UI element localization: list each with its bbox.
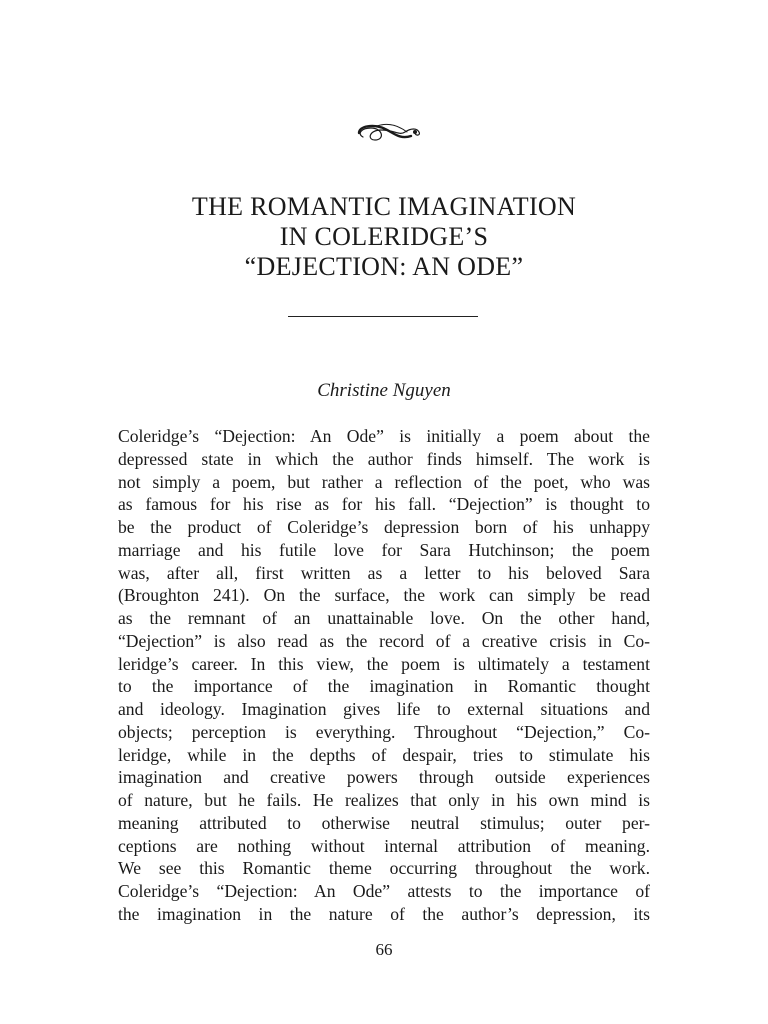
body-line: not simply a poem, but rather a reflection of the poet, who was — [118, 471, 650, 492]
body-line: objects; perception is everything. Throughout “Dejection,” Co- — [118, 721, 650, 742]
body-line: of nature, but he fails. He realizes that only in his own mind is — [118, 790, 650, 810]
body-line: depressed state in which the author finds himself. The work is — [118, 448, 650, 469]
author-name: Christine Nguyen — [317, 380, 451, 401]
body-line: meaning attributed to otherwise neutral stimulus; outer per- — [118, 812, 650, 833]
body-line: the imagination in the nature of the author’s depression, its — [118, 903, 650, 924]
body-line: and ideology. Imagination gives life to external situations and — [118, 699, 650, 719]
body-line: marriage and his futile love for Sara Hutchinson; the poem — [118, 539, 650, 560]
body-line: ceptions are nothing without internal attribution of meaning. — [118, 835, 650, 856]
body-line: We see this Romantic theme occurring throughout the work. — [118, 858, 650, 879]
body-line: “Dejection” is also read as the record of a creative crisis in Co- — [118, 630, 650, 651]
title-line: THE ROMANTIC IMAGINATION — [191, 192, 577, 221]
body-line: Coleridge’s “Dejection: An Ode” attests to the importance of — [118, 881, 650, 901]
body-line: as the remnant of an unattainable love. On the other hand, — [118, 608, 650, 628]
body-line: leridge’s career. In this view, the poem is ultimately a testament — [118, 653, 650, 674]
body-line: was, after all, first written as a letter to his beloved Sara — [118, 562, 650, 583]
body-text — [118, 425, 650, 926]
body-line: to the importance of the imagination in Romantic thought — [118, 676, 650, 697]
title-divider — [288, 316, 478, 317]
article-title — [0, 192, 768, 282]
flourish-ornament-icon — [355, 118, 427, 146]
body-line: as famous for his rise as for his fall. “Dejection” is thought to — [118, 494, 650, 515]
body-line: (Broughton 241). On the surface, the work can simply be read — [118, 585, 650, 606]
body-line: Coleridge’s “Dejection: An Ode” is initially a poem about the — [118, 426, 650, 446]
body-line: leridge, while in the depths of despair, tries to stimulate his — [118, 744, 650, 765]
page-number: 66 — [375, 940, 393, 959]
title-line: “DEJECTION: AN ODE” — [244, 252, 524, 281]
title-line: IN COLERIDGE’S — [279, 222, 489, 251]
body-line: imagination and creative powers through outside experiences — [118, 767, 650, 788]
body-line: be the product of Coleridge’s depression born of his unhappy — [118, 517, 650, 537]
